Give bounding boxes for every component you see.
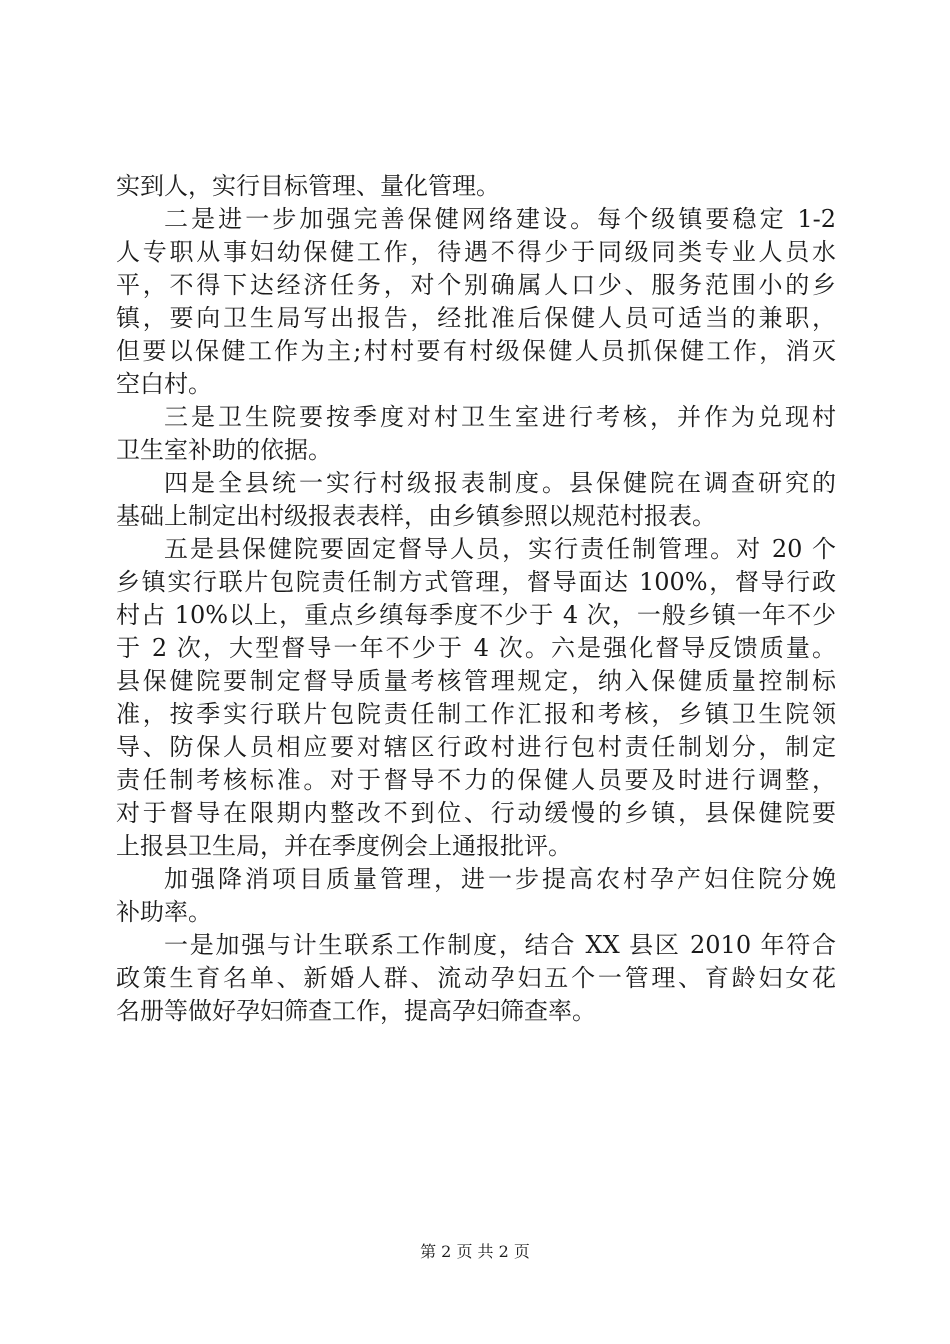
text-line: 实到人，实行目标管理、量化管理。 <box>116 172 500 200</box>
text-line: 补助率。 <box>116 898 212 926</box>
text-line: 对于督导在限期内整改不到位、行动缓慢的乡镇，县保健院要 <box>116 799 836 827</box>
document-body <box>116 170 836 1028</box>
text-line: 五是县保健院要固定督导人员，实行责任制管理。对 20 个 <box>164 535 836 563</box>
text-line: 镇，要向卫生局写出报告，经批准后保健人员可适当的兼职， <box>116 304 836 332</box>
text-line: 导、防保人员相应要对辖区行政村进行包村责任制划分，制定 <box>116 733 836 761</box>
text-line: 村占 10%以上，重点乡缜每季度不少于 4 次，一般乡镇一年不少 <box>116 601 836 629</box>
text-line: 县保健院要制定督导质量考核管理规定，纳入保健质量控制标 <box>116 667 836 695</box>
text-line: 上报县卫生局，并在季度例会上通报批评。 <box>116 832 572 860</box>
text-line: 三是卫生院要按季度对村卫生室进行考核，并作为兑现村 <box>164 403 836 431</box>
text-line: 人专职从事妇幼保健工作，待遇不得少于同级同类专业人员水 <box>116 238 836 266</box>
text-line: 一是加强与计生联系工作制度，结合 XX 县区 2010 年符合 <box>164 931 836 959</box>
text-line: 加强降消项目质量管理，进一步提高农村孕产妇住院分娩 <box>164 865 836 893</box>
text-line: 名册等做好孕妇筛查工作，提高孕妇筛查率。 <box>116 997 596 1025</box>
text-line: 基础上制定出村级报表表样，由乡镇参照以规范村报表。 <box>116 502 716 530</box>
text-line: 平，不得下达经济任务，对个别确属人口少、服务范围小的乡 <box>116 271 836 299</box>
text-line: 二是进一步加强完善保健网络建设。每个级镇要稳定 1-2 <box>164 205 836 233</box>
text-line: 于 2 次，大型督导一年不少于 4 次。六是强化督导反馈质量。 <box>116 634 836 662</box>
text-line: 但要以保健工作为主;村村要有村级保健人员抓保健工作，消灭 <box>116 337 836 365</box>
text-line: 准，按季实行联片包院责任制工作汇报和考核，乡镇卫生院领 <box>116 700 836 728</box>
page-footer <box>0 1240 950 1264</box>
text-line: 责任制考核标准。对于督导不力的保健人员要及时进行调整， <box>116 766 836 794</box>
text-line: 四是全县统一实行村级报表制度。县保健院在调查研究的 <box>164 469 836 497</box>
text-line: 乡镇实行联片包院责任制方式管理，督导面达 100%，督导行政 <box>116 568 836 596</box>
text-line: 空白村。 <box>116 370 212 398</box>
text-line: 政策生育名单、新婚人群、流动孕妇五个一管理、育龄妇女花 <box>116 964 836 992</box>
text-line: 卫生室补助的依据。 <box>116 436 332 464</box>
page-number-label: 第 2 页 共 2 页 <box>420 1242 530 1261</box>
